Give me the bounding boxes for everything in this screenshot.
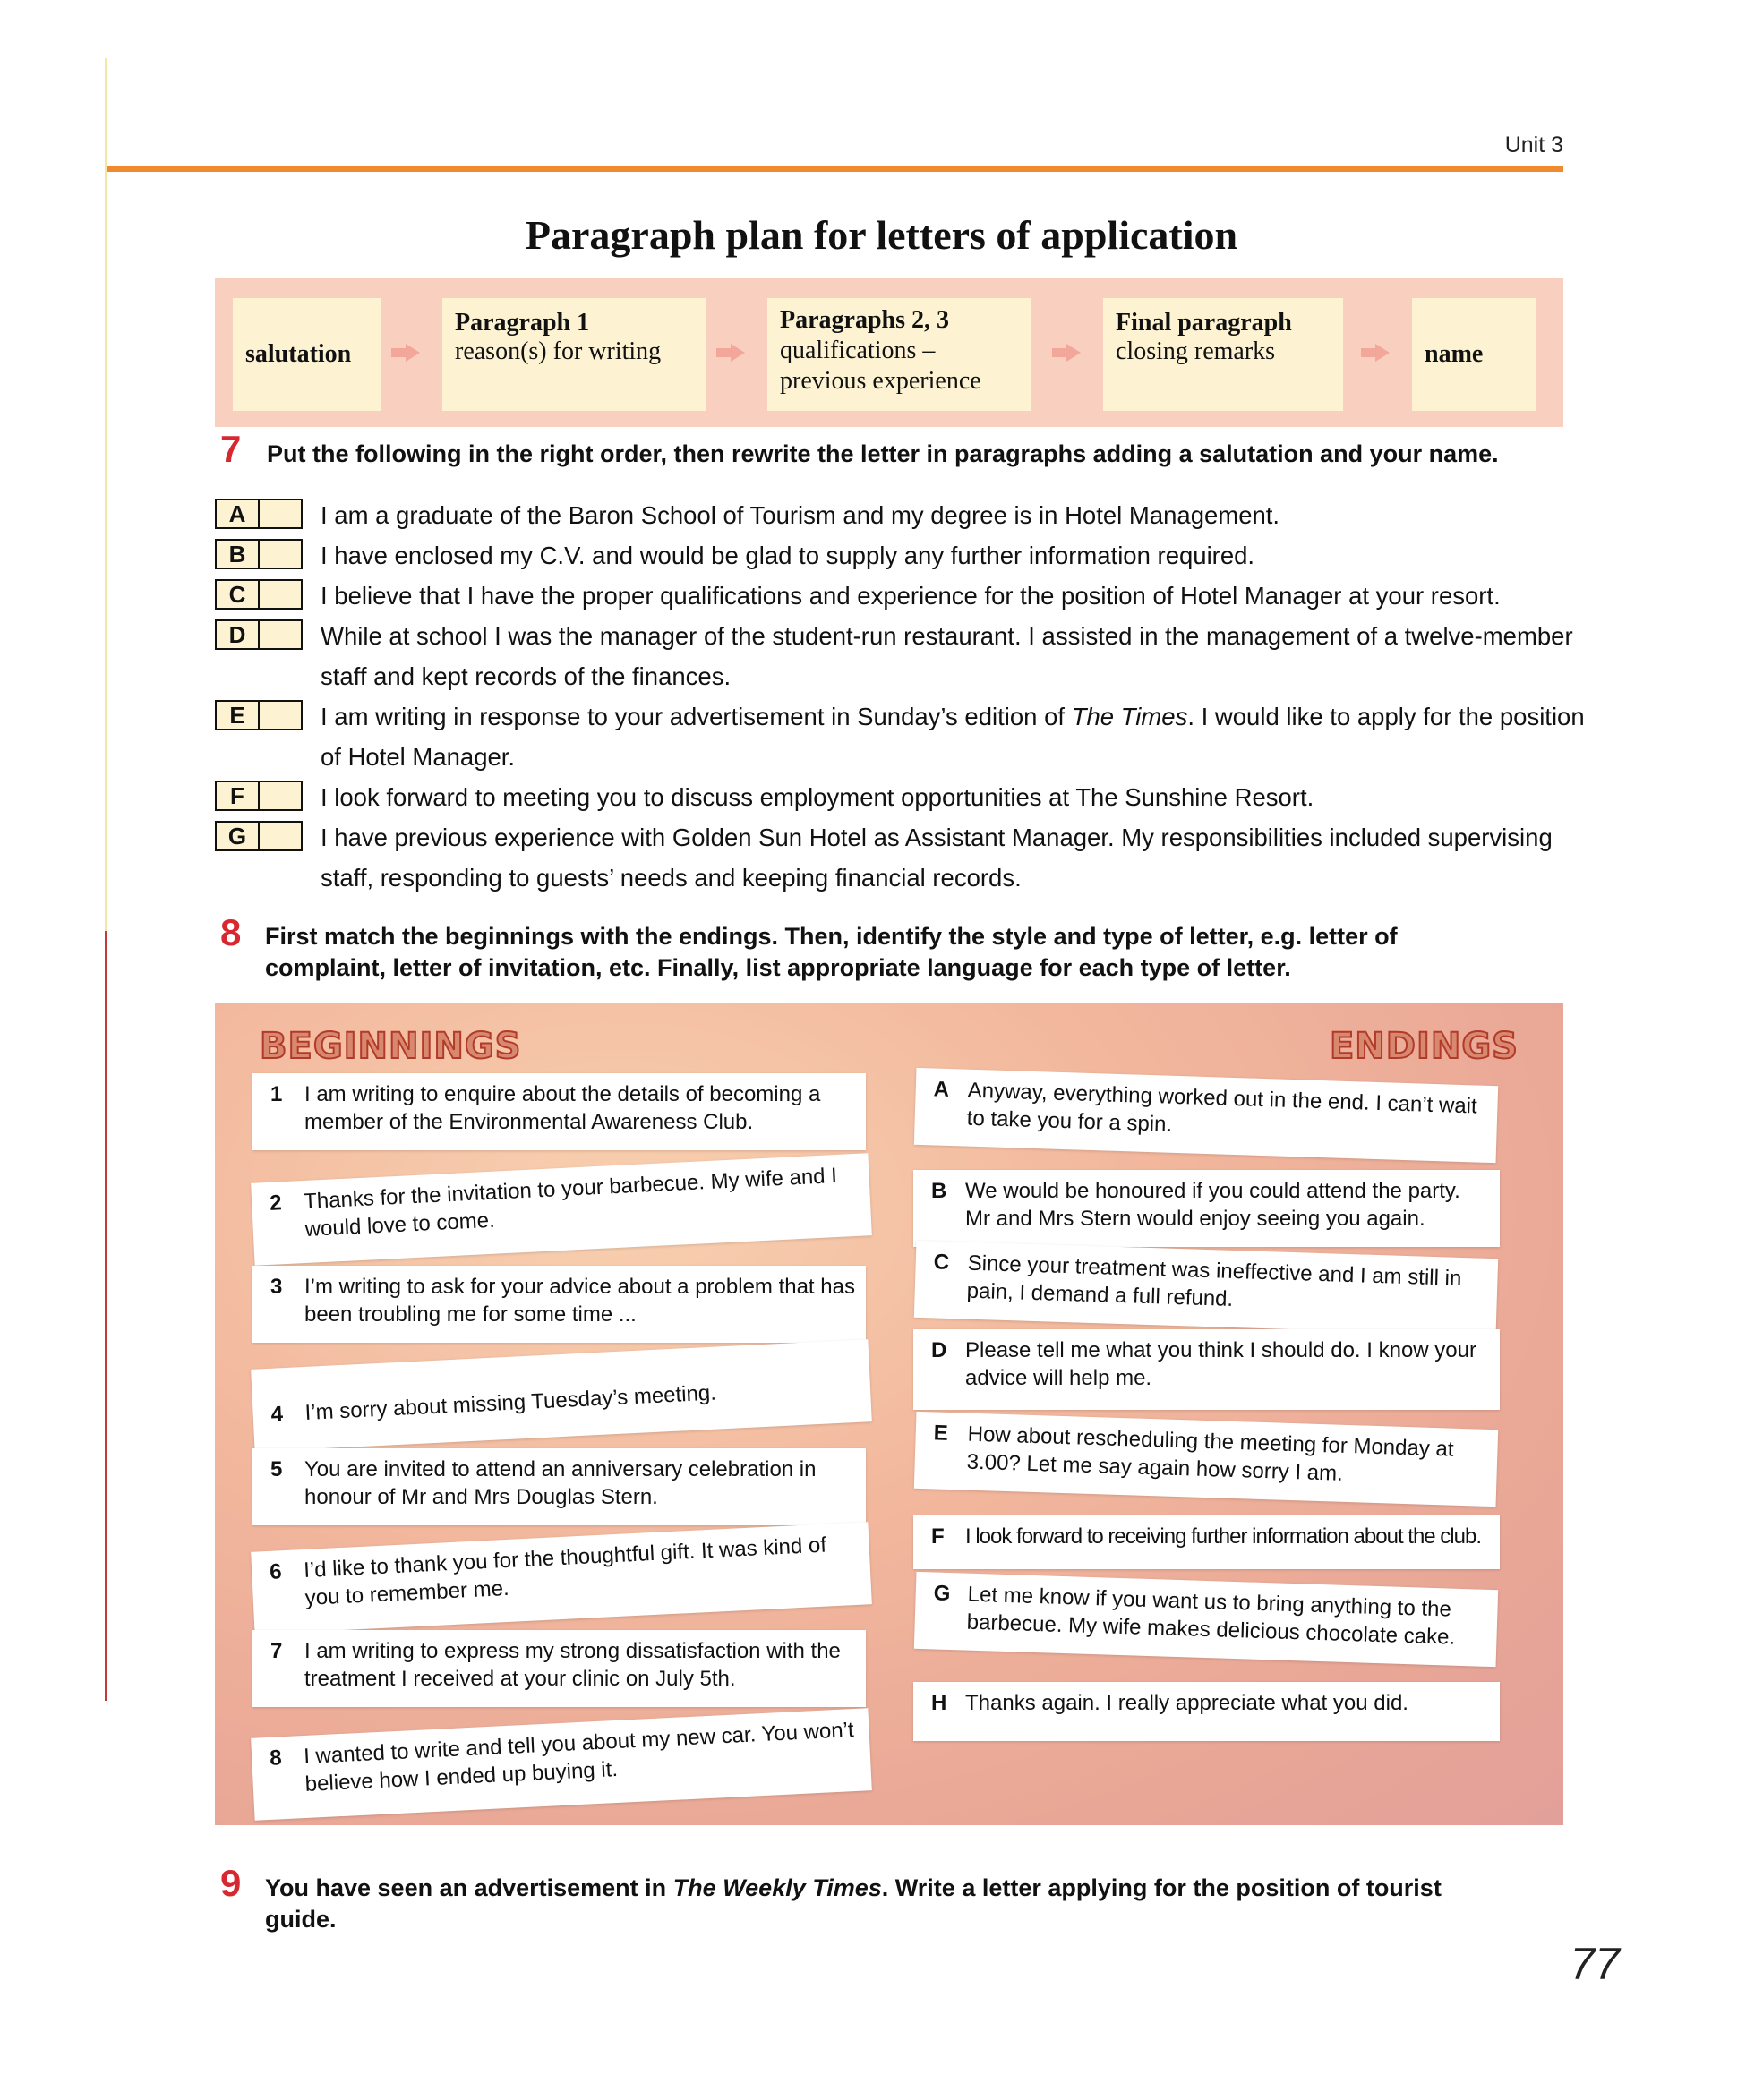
- list-item-text: I believe that I have the proper qualifications and experience for the position of Hotel Manager at your resort.: [321, 582, 1501, 610]
- beginning-card: 8 I wanted to write and tell you about my new car. You won’t believe how I ended up buying it.: [251, 1708, 872, 1821]
- ending-card: H Thanks again. I really appreciate what you did.: [913, 1682, 1500, 1741]
- list-item-text: I am writing in response to your advertisement in Sunday’s edition of The Times. I would like to apply for the position of Hotel Manager.: [321, 703, 1585, 771]
- answer-box[interactable]: E: [215, 700, 303, 730]
- exercise-number: 7: [220, 428, 242, 470]
- plan-step-salutation: [233, 298, 381, 411]
- exercise-number: 8: [220, 911, 242, 953]
- unit-label: Unit 3: [1504, 132, 1563, 158]
- page-title: Paragraph plan for letters of application: [525, 212, 1238, 258]
- plan-step-body: reason(s) for writing: [455, 337, 662, 365]
- paragraph-plan: [215, 278, 1563, 427]
- arrow-right-icon: [1066, 344, 1081, 362]
- beginning-card: 7 I am writing to express my strong dissatisfaction with the treatment I received at your clinic on July 5th.: [252, 1630, 866, 1707]
- beginning-card: 1 I am writing to enquire about the details of becoming a member of the Environmental Awareness Club.: [252, 1073, 866, 1150]
- list-item-text: I have previous experience with Golden Sun Hotel as Assistant Manager. My responsibilities included supervising staff, responding to guests’ needs and keeping financial records.: [321, 824, 1553, 892]
- answer-box[interactable]: D: [215, 619, 303, 650]
- plan-step-name: [1412, 298, 1536, 411]
- plan-step-title: Paragraphs 2, 3: [780, 306, 949, 334]
- answer-box[interactable]: C: [215, 579, 303, 610]
- list-item-text: I am a graduate of the Baron School of Tourism and my degree is in Hotel Management.: [321, 501, 1280, 529]
- beginning-card: 2 Thanks for the invitation to your barbecue. My wife and I would love to come.: [251, 1153, 872, 1266]
- ending-card: E How about rescheduling the meeting for Monday at 3.00? Let me say again how sorry I am.: [914, 1412, 1498, 1507]
- header-rule: [107, 166, 1563, 172]
- beginning-card: 4 I’m sorry about missing Tuesday’s meeting.: [251, 1339, 872, 1452]
- answer-box[interactable]: G: [215, 821, 303, 851]
- list-item-text: While at school I was the manager of the student-run restaurant. I assisted in the management of a twelve-member staff and kept records of the finances.: [321, 622, 1573, 690]
- plan-step-paragraphs-2-3: [767, 298, 1031, 411]
- plan-step-paragraph-1: [442, 298, 706, 411]
- list-item-text: I have enclosed my C.V. and would be glad to supply any further information required.: [321, 542, 1255, 569]
- ending-card: F I look forward to receiving further information about the club.: [913, 1515, 1500, 1569]
- ending-card: A Anyway, everything worked out in the end. I can’t wait to take you for a spin.: [914, 1068, 1498, 1163]
- plan-step-body: qualifications – previous experience: [780, 337, 981, 395]
- page-number: 77: [1570, 1939, 1620, 1989]
- ending-card: B We would be honoured if you could attend the party. Mr and Mrs Stern would enjoy seeing you again.: [913, 1170, 1500, 1247]
- exercise-8-instruction: First match the beginnings with the endings. Then, identify the style and type of letter, e.g. letter of complaint, letter of invitation, etc. Finally, list appropriate language for each type of letter.: [265, 923, 1398, 981]
- exercise-9-instruction: You have seen an advertisement in The Weekly Times. Write a letter applying for the position of tourist guide.: [265, 1874, 1442, 1933]
- plan-step-title: Final paragraph: [1116, 309, 1292, 337]
- beginning-card: 6 I’d like to thank you for the thoughtful gift. It was kind of you to remember me.: [251, 1522, 872, 1635]
- answer-box[interactable]: A: [215, 499, 303, 529]
- plan-step-title: salutation: [245, 340, 352, 368]
- arrow-right-icon: [406, 344, 420, 362]
- ending-card: G Let me know if you want us to bring anything to the barbecue. My wife makes delicious chocolate cake.: [914, 1572, 1498, 1667]
- exercise-number: 9: [220, 1862, 242, 1904]
- beginnings-heading: BEGINNINGS: [260, 1026, 522, 1067]
- exercise-7-instruction: Put the following in the right order, then rewrite the letter in paragraphs adding a salutation and your name.: [267, 440, 1499, 467]
- arrow-right-icon: [731, 344, 745, 362]
- answer-box[interactable]: B: [215, 539, 303, 569]
- plan-step-title: Paragraph 1: [455, 309, 590, 337]
- list-item-text: I look forward to meeting you to discuss employment opportunities at The Sunshine Resort.: [321, 783, 1314, 811]
- plan-step-body: closing remarks: [1116, 337, 1276, 365]
- answer-box[interactable]: F: [215, 781, 303, 811]
- ending-card: D Please tell me what you think I should do. I know your advice will help me.: [913, 1329, 1500, 1410]
- ending-card: C Since your treatment was ineffective and I am still in pain, I demand a full refund.: [914, 1241, 1498, 1336]
- beginning-card: 5 You are invited to attend an anniversary celebration in honour of Mr and Mrs Douglas Stern.: [252, 1448, 866, 1525]
- plan-step-title: name: [1425, 340, 1484, 368]
- beginning-card: 3 I’m writing to ask for your advice about a problem that has been troubling me for some time ...: [252, 1266, 866, 1343]
- plan-step-final-paragraph: [1103, 298, 1343, 411]
- arrow-right-icon: [1375, 344, 1390, 362]
- matching-panel: [215, 1003, 1563, 1825]
- margin-accent-line: [105, 931, 107, 1701]
- endings-heading: ENDINGS: [1329, 1026, 1519, 1067]
